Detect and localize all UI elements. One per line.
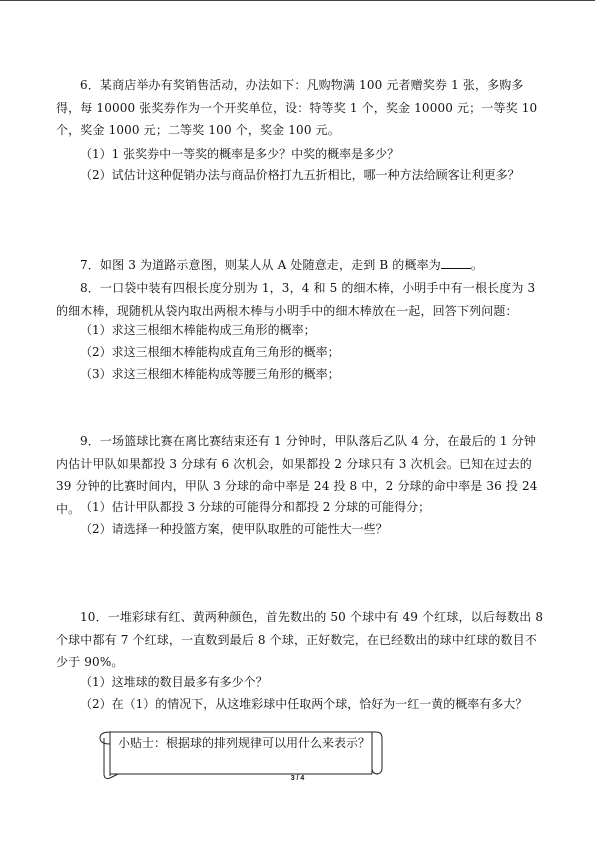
question-7-end: 。 — [470, 258, 484, 272]
question-9-part-1: （1）估计甲队都投 3 分球的可能得分和都投 2 分球的可能得分； — [80, 500, 431, 514]
question-9-part-2: （2）请选择一种投篮方案，使甲队取胜的可能性大一些？ — [80, 522, 388, 536]
question-7-stem — [56, 254, 544, 277]
question-6-stem: 6．某商店举办有奖销售活动，办法如下：凡购物满 100 元者赠奖券 1 张，多购多得，每 10000 张奖券作为一个开奖单位，设：特等奖 1 个，奖金 10000 元；一等奖 10 个，奖金 1000 元；二等奖 100 个，奖金 100 元。 — [56, 78, 538, 137]
answer-blank — [441, 256, 471, 269]
question-6-part-1: （1）1 张奖券中一等奖的概率是多少？中奖的概率是多少？ — [80, 147, 400, 161]
question-8-part-3: （3）求这三根细木棒能构成等腰三角形的概率； — [80, 367, 340, 381]
question-9-stem: 9．一场篮球比赛在离比赛结束还有 1 分钟时，甲队落后乙队 4 分，在最后的 1 分钟内估计甲队如果都投 3 分球有 6 次机会，如果都投 2 分球只有 3 次机会。已知在过去的 39 分钟的比赛时间内，甲队 3 分球的命中率是 24 投 8 中，2 分球的命中率是 36 投 24 中。 — [56, 434, 538, 516]
question-10-part-2: （2）在（1）的情况下，从这堆彩球中任取两个球，恰好为一红一黄的概率有多大？ — [80, 697, 528, 711]
question-8-part-1: （1）求这三根细木棒能构成三角形的概率； — [80, 323, 316, 337]
tip-text: 小贴士：根据球的排列规律可以用什么来表示？ — [118, 736, 371, 750]
question-8-part-2: （2）求这三根细木棒能构成直角三角形的概率； — [80, 345, 340, 359]
question-7-text: 7．如图 3 为道路示意图，则某人从 A 处随意走，走到 B 的概率为 — [80, 258, 441, 272]
top-border-line — [0, 0, 595, 1]
page-number: 3 / 4 — [290, 775, 305, 782]
question-8-stem: 8．一口袋中装有四根长度分别为 1，3，4 和 5 的细木棒，小明手中有一根长度为 3 的细木棒，现随机从袋内取出两根木棒与小明手中的细木棒放在一起，回答下列问题： — [56, 281, 536, 318]
question-6-part-2: （2）试估计这种促销办法与商品价格打九五折相比，哪一种方法给顾客让利更多？ — [80, 168, 520, 182]
question-10-part-1: （1）这堆球的数目最多有多少个？ — [80, 675, 268, 689]
question-10-stem: 10．一堆彩球有红、黄两种颜色，首先数出的 50 个球中有 49 个红球，以后每数出 8 个球中都有 7 个红球，一直数到最后 8 个球，正好数完，在已经数出的球中红球的数目不少于 90%。 — [56, 610, 544, 669]
